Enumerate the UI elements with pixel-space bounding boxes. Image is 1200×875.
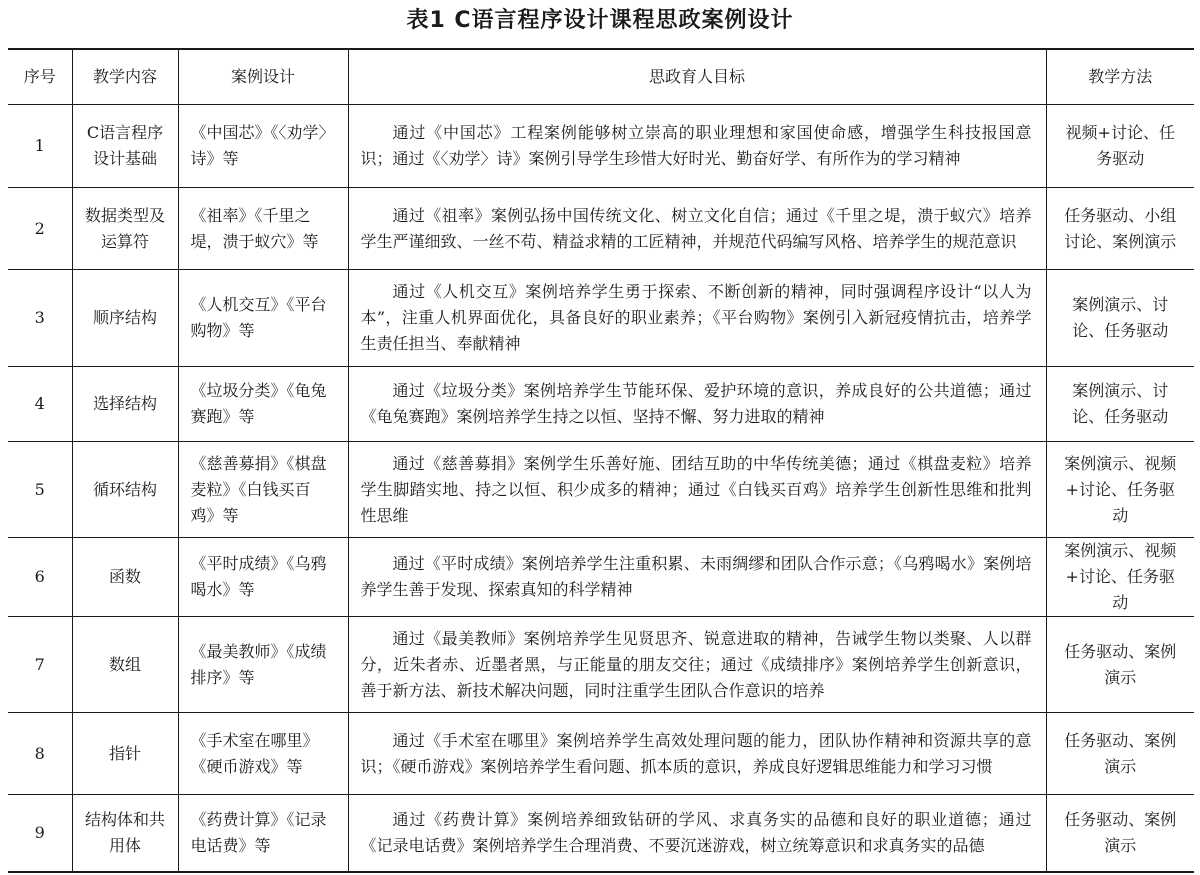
row-goal	[348, 188, 1046, 270]
header-goal: 思政育人目标	[348, 49, 1046, 105]
row-goal-text: 通过《垃圾分类》案例培养学生节能环保、爱护环境的意识，养成良好的公共道德；通过《龟兔赛跑》案例培养学生持之以恒、坚持不懈、努力进取的精神	[360, 381, 1032, 426]
row-goal-text: 通过《药费计算》案例培养细致钻研的学风、求真务实的品德和良好的职业道德；通过《记录电话费》案例培养学生合理消费、不要沉迷游戏，树立统筹意识和求真务实的品德	[360, 809, 1032, 855]
header-content: 教学内容	[72, 49, 178, 105]
row-no: 1	[8, 105, 72, 188]
row-case: 《平时成绩》《乌鸦喝水》等	[178, 538, 348, 617]
row-content: 函数	[72, 538, 178, 617]
row-goal-text: 通过《慈善募捐》案例学生乐善好施、团结互助的中华传统美德；通过《棋盘麦粒》培养学生脚踏实地、持之以恒、积少成多的精神；通过《白钱买百鸡》培养学生创新性思维和批判性思维	[360, 453, 1032, 525]
case-design-table	[8, 48, 1194, 873]
table-row	[8, 442, 1194, 538]
row-no: 7	[8, 617, 72, 713]
row-method: 任务驱动、案例演示	[1046, 713, 1194, 795]
row-content: 循环结构	[72, 442, 178, 538]
row-method: 案例演示、视频+讨论、任务驱动	[1046, 442, 1194, 538]
row-no: 9	[8, 795, 72, 872]
table-header-row	[8, 49, 1194, 105]
row-method: 案例演示、视频+讨论、任务驱动	[1046, 538, 1194, 617]
row-goal	[348, 713, 1046, 795]
row-content: C语言程序设计基础	[72, 105, 178, 188]
row-case: 《垃圾分类》《龟兔赛跑》等	[178, 367, 348, 442]
table-row	[8, 105, 1194, 188]
row-no: 2	[8, 188, 72, 270]
row-goal	[348, 538, 1046, 617]
row-goal	[348, 795, 1046, 872]
row-method: 案例演示、讨论、任务驱动	[1046, 367, 1194, 442]
row-case: 《人机交互》《平台购物》等	[178, 270, 348, 367]
row-content: 指针	[72, 713, 178, 795]
row-goal-text: 通过《最美教师》案例培养学生见贤思齐、锐意进取的精神，告诫学生物以类聚、人以群分，近朱者赤、近墨者黑，与正能量的朋友交往；通过《成绩排序》案例培养学生创新意识，善于新方法、新技术解决问题，同时注重学生团队合作意识的培养	[360, 628, 1032, 700]
row-content: 数组	[72, 617, 178, 713]
row-goal-text: 通过《中国芯》工程案例能够树立崇高的职业理想和家国使命感，增强学生科技报国意识；通过《〈劝学〉诗》案例引导学生珍惜大好时光、勤奋好学、有所作为的学习精神	[360, 123, 1032, 168]
row-case: 《祖率》《千里之堤，溃于蚁穴》等	[178, 188, 348, 270]
row-no: 4	[8, 367, 72, 442]
row-goal-text: 通过《平时成绩》案例培养学生注重积累、未雨绸缪和团队合作示意；《乌鸦喝水》案例培养学生善于发现、探索真知的科学精神	[360, 554, 1032, 599]
row-content: 数据类型及运算符	[72, 188, 178, 270]
table-row	[8, 367, 1194, 442]
row-goal-text: 通过《祖率》案例弘扬中国传统文化、树立文化自信；通过《千里之堤，溃于蚁穴》培养学生严谨细致、一丝不苟、精益求精的工匠精神，并规范代码编写风格、培养学生的规范意识	[360, 205, 1032, 251]
row-content: 顺序结构	[72, 270, 178, 367]
row-case: 《最美教师》《成绩排序》等	[178, 617, 348, 713]
table-row	[8, 538, 1194, 617]
row-goal	[348, 617, 1046, 713]
row-no: 5	[8, 442, 72, 538]
table-row	[8, 617, 1194, 713]
row-content: 选择结构	[72, 367, 178, 442]
header-case: 案例设计	[178, 49, 348, 105]
row-goal	[348, 105, 1046, 188]
row-case: 《药费计算》《记录电话费》等	[178, 795, 348, 872]
row-no: 8	[8, 713, 72, 795]
row-no: 6	[8, 538, 72, 617]
row-goal	[348, 367, 1046, 442]
table-row	[8, 713, 1194, 795]
row-goal-text: 通过《人机交互》案例培养学生勇于探索、不断创新的精神，同时强调程序设计“以人为本”，注重人机界面优化，具备良好的职业素养；《平台购物》案例引入新冠疫情抗击，培养学生责任担当、奉献精神	[360, 282, 1032, 353]
row-method: 案例演示、讨论、任务驱动	[1046, 270, 1194, 367]
row-method: 任务驱动、小组讨论、案例演示	[1046, 188, 1194, 270]
row-goal	[348, 270, 1046, 367]
table-title: 表1 C语言程序设计课程思政案例设计	[406, 8, 794, 33]
row-goal	[348, 442, 1046, 538]
row-content: 结构体和共用体	[72, 795, 178, 872]
row-method: 任务驱动、案例演示	[1046, 795, 1194, 872]
row-no: 3	[8, 270, 72, 367]
table-row	[8, 270, 1194, 367]
table-row	[8, 188, 1194, 270]
row-method: 视频+讨论、任务驱动	[1046, 105, 1194, 188]
row-case: 《手术室在哪里》《硬币游戏》等	[178, 713, 348, 795]
row-method: 任务驱动、案例演示	[1046, 617, 1194, 713]
row-case: 《中国芯》《〈劝学〉诗》等	[178, 105, 348, 188]
row-goal-text: 通过《手术室在哪里》案例培养学生高效处理问题的能力，团队协作精神和资源共享的意识；《硬币游戏》案例培养学生看问题、抓本质的意识，养成良好逻辑思维能力和学习习惯	[360, 730, 1032, 776]
header-no: 序号	[8, 49, 72, 105]
table-row	[8, 795, 1194, 872]
header-method: 教学方法	[1046, 49, 1194, 105]
row-case: 《慈善募捐》《棋盘麦粒》《白钱买百鸡》等	[178, 442, 348, 538]
